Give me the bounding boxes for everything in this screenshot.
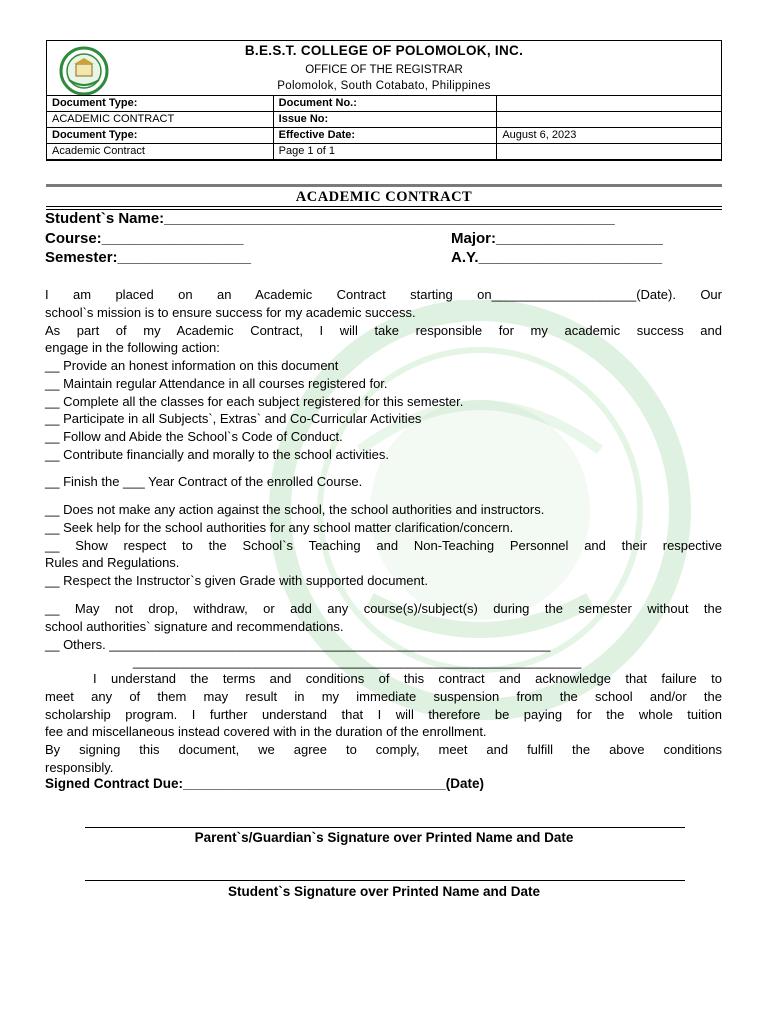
list-item: __ May not drop, withdraw, or add any course(s)/subject(s) during the semester without the (45, 601, 722, 616)
list-item: __ Maintain regular Attendance in all courses registered for. (45, 375, 388, 391)
list-item: __ Seek help for the school authorities for any school matter clarification/concern. (45, 519, 514, 535)
text-line: As part of my Academic Contract, I will take responsible for my academic success and (45, 322, 722, 338)
parent-signature-label: Parent`s/Guardian`s Signature over Printed Name and Date (194, 830, 574, 845)
others-line[interactable]: ______________________________________________________________ (133, 654, 582, 670)
college-address: Polomolok, South Cotabato, Philippines (277, 80, 491, 92)
table-cell: Issue No: (273, 112, 497, 128)
text-line: fee and miscellaneous instead covered with in the duration of the enrollment. (45, 724, 487, 740)
divider (46, 206, 722, 207)
list-item: __ Respect the Instructor`s given Grade with supported document. (45, 573, 428, 589)
table-cell: ACADEMIC CONTRACT (47, 112, 274, 128)
text-line: responsibly. (45, 759, 114, 775)
text-line: meet any of them may result in my immediate suspension from the school and/or the (45, 688, 722, 704)
major-field[interactable]: Major:____________________ (451, 230, 663, 247)
office-name: OFFICE OF THE REGISTRAR (305, 64, 463, 76)
table-cell: Academic Contract (47, 144, 274, 160)
list-item: school authorities` signature and recommendations. (45, 618, 344, 634)
list-item: __ Contribute financially and morally to the school activities. (45, 446, 389, 462)
table-cell: Document No.: (273, 96, 497, 112)
table-cell (497, 112, 722, 128)
action-list (45, 357, 722, 464)
list-item: __ Follow and Abide the School`s Code of Conduct. (45, 429, 343, 445)
list-item: Rules and Regulations. (45, 555, 180, 571)
semester-field[interactable]: Semester:________________ (45, 249, 252, 266)
parent-signature-line[interactable] (85, 827, 685, 828)
text-line: scholarship program. I further understand that I will therefore be paying for the whole tuition (45, 706, 722, 722)
table-row (47, 144, 722, 160)
college-name: B.E.S.T. COLLEGE OF POLOMOLOK, INC. (244, 43, 524, 58)
table-cell: Page 1 of 1 (273, 144, 497, 160)
document-header (46, 40, 722, 161)
table-row (47, 96, 722, 112)
course-field[interactable]: Course:_________________ (45, 230, 244, 247)
action-finish (45, 473, 722, 491)
list-item: __ Show respect to the School`s Teaching and Non-Teaching Personnel and their respective (45, 537, 722, 553)
text-line: engage in the following action: (45, 340, 220, 356)
table-row (47, 112, 722, 128)
intro-paragraph (45, 286, 722, 357)
table-cell: Document Type: (47, 96, 274, 112)
student-signature-line[interactable] (85, 880, 685, 881)
divider (46, 184, 722, 187)
list-item: __ Complete all the classes for each subject registered for this semester. (45, 393, 464, 409)
student-signature-label: Student`s Signature over Printed Name and Date (227, 884, 541, 899)
table-cell: Document Type: (47, 128, 274, 144)
list-item: __ Does not make any action against the school, the school authorities and instructors. (45, 502, 545, 517)
action-drop (45, 600, 722, 671)
table-cell: Effective Date: (273, 128, 497, 144)
text-line: school`s mission is to ensure success for my academic success. (45, 304, 416, 320)
text-line: By signing this document, we agree to comply, meet and fulfill the above conditions (45, 742, 722, 758)
student-name-field[interactable]: Student`s Name:______________________________________________________ (45, 210, 615, 227)
table-cell (497, 144, 722, 160)
table-cell (497, 96, 722, 112)
academic-year-field[interactable]: A.Y.______________________ (451, 249, 663, 266)
others-line[interactable]: __ Others. _____________________________________________________________ (45, 636, 551, 652)
document-info-table (46, 95, 722, 160)
understanding-paragraph (45, 670, 722, 777)
text-line: I understand the terms and conditions of this contract and acknowledge that failure to (93, 671, 722, 686)
list-item: __ Provide an honest information on this document (45, 358, 339, 373)
action-list-b (45, 501, 722, 590)
text-line: I am placed on an Academic Contract starting on____________________(Date). Our (45, 287, 722, 302)
table-row (47, 128, 722, 144)
list-item: __ Participate in all Subjects`, Extras` and Co-Curricular Activities (45, 411, 422, 427)
document-title: ACADEMIC CONTRACT (295, 189, 473, 205)
signed-contract-due-field[interactable]: Signed Contract Due:___________________________________(Date) (45, 776, 485, 791)
list-item: __ Finish the ___ Year Contract of the enrolled Course. (45, 474, 363, 489)
table-cell: August 6, 2023 (497, 128, 722, 144)
